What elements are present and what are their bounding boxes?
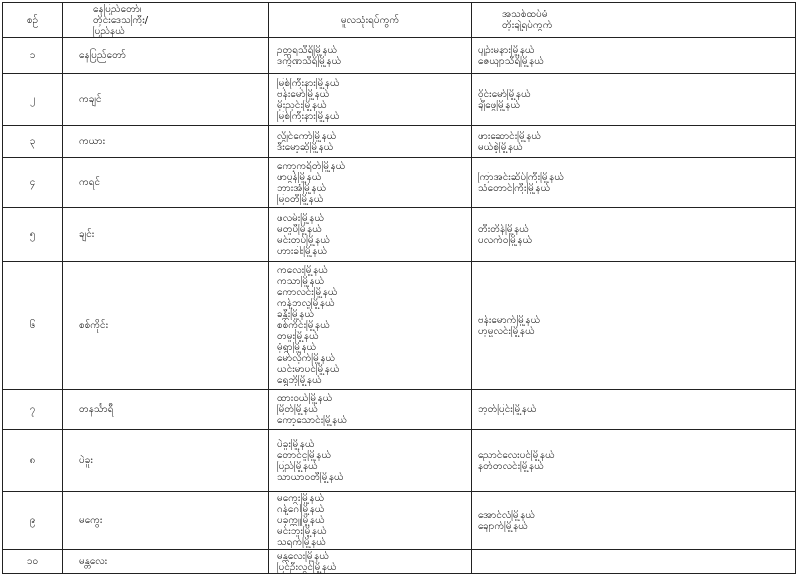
township-name: တောင်ငူမြို့နယ် [277,449,332,461]
row-number: ၉ [3,492,63,550]
state-name: မန္တလေး [63,550,269,574]
township-name: ကန့်ဘလူမြို့နယ် [277,298,335,309]
extensions-cell [472,430,796,492]
township-name: ဂန့်ဂေါမြို့နယ် [277,504,325,515]
row-number: ၁၀ [3,550,63,574]
township-name: သာယာဝတီမြို့နယ် [277,471,344,483]
table-row [3,74,796,126]
township-name: ကောလင်းမြို့နယ် [277,287,338,298]
extensions-cell [472,208,796,262]
state-name: မကွေး [63,492,269,550]
table-row [3,430,796,492]
townships-cell [269,430,472,492]
state-name: ပဲခူး [63,430,269,492]
state-name: နေပြည်တော် [63,38,269,74]
row-number: ၂ [3,74,63,126]
township-name: ဥတ္တရသီရိမြို့နယ် [277,44,338,56]
header-extensions: အသစ်ထပ်မံ တိုးချဲ့ရပ်ကွက် [472,3,796,38]
table-row [3,550,796,574]
extension-name: ပလက်ဝမြို့နယ် [478,234,533,246]
state-name: ကရင် [63,158,269,208]
township-name: ဖာပွန်မြို့နယ် [277,171,322,183]
table-row [3,390,796,430]
township-name: ပခုက္ကူမြို့နယ် [277,515,325,526]
table-row [3,262,796,390]
township-name: ဗန်းမော်မြို့နယ် [277,88,330,100]
state-name: ကယား [63,126,269,158]
extension-name: ကြာအင်းဆိပ်ကြီးမြို့နယ် [478,171,565,183]
extension-name: မယ်စဲ့မြို့နယ် [478,141,523,153]
townships-cell [269,492,472,550]
township-table-document [2,2,795,573]
township-name: ပြည်မြို့နယ် [277,460,318,472]
row-number: ၄ [3,158,63,208]
township-name: မင်းဘူးမြို့နယ် [277,526,327,537]
extension-name: ပျဉ်းမနားမြို့နယ် [478,44,535,56]
township-name: မော်လိုက်မြို့နယ် [277,353,336,364]
township-name: ခန္တီးမြို့နယ် [277,309,315,320]
extension-name: ဖားဆောင်းမြို့နယ် [478,130,542,142]
townships-cell [269,550,472,574]
extension-name: အောင်လံမြို့နယ် [478,509,536,521]
row-number: ၁ [3,38,63,74]
header-townships: မူလသုံးရပ်ကွက် [269,3,472,38]
township-name: လွိုင်ကော်မြို့နယ် [277,130,337,142]
township-table [2,2,796,574]
township-name: ကသာမြို့နယ် [277,276,325,287]
township-name: ကလေးမြို့နယ် [277,265,328,276]
township-name: မြိတ်မြို့နယ် [277,404,318,415]
township-name: မြစ်ကြီးနားမြို့နယ် [277,77,340,89]
table-row [3,38,796,74]
header-state: နေပြည်တော်၊ တိုင်းဒေသကြီး/ ပြည်နယ် [63,3,269,38]
extension-name: ဗန်းမောက်မြို့နယ် [478,314,541,326]
townships-cell [269,390,472,430]
township-name: ရွှေဘိုမြို့နယ် [277,375,322,386]
state-name: စစ်ကိုင်း [63,262,269,390]
state-name: တနင်္သာရီ [63,390,269,430]
extension-name: ဝိုင်းမော်မြို့နယ် [478,88,531,100]
row-number: ၇ [3,390,63,430]
extensions-cell [472,492,796,550]
township-name: ဟားခါးမြို့နယ် [277,245,328,257]
township-name: မင်းတပ်မြို့နယ် [277,234,331,246]
extension-name: ချီဖွေမြို့နယ် [478,99,521,111]
extension-name: သံတောင်ကြီးမြို့နယ် [478,182,551,194]
townships-cell [269,208,472,262]
extension-name: ညောင်လေးပင်မြို့နယ် [478,449,555,461]
row-number: ၃ [3,126,63,158]
township-name: ဘားအံမြို့နယ် [277,182,327,194]
extensions-cell [472,550,796,574]
township-name: မိုးညှင်းမြို့နယ် [277,99,327,111]
township-name: ဒီးမော့ဆိုမြို့နယ် [277,141,334,153]
township-name: ပြင်ဦးလွင်မြို့နယ် [277,561,337,573]
township-name: မန္တလေးမြို့နယ် [277,550,330,562]
township-name: သရက်မြို့နယ် [277,537,327,548]
township-name: မြဝတီမြို့နယ် [277,193,324,205]
township-name: တမူးမြို့နယ် [277,331,319,342]
table-body [3,38,796,574]
townships-cell [269,126,472,158]
extension-name: တီးတိန်မြို့နယ် [478,223,530,235]
table-row [3,126,796,158]
extension-name: ချောက်မြို့နယ် [478,520,528,532]
row-number: ၈ [3,430,63,492]
townships-cell [269,262,472,390]
extensions-cell [472,158,796,208]
township-name: ဖလမ်းမြို့နယ် [277,212,325,224]
extensions-cell [472,390,796,430]
table-row [3,208,796,262]
header-no: စဉ် [3,3,63,38]
header-row [3,3,796,38]
townships-cell [269,158,472,208]
extension-name: ဇေယျာသီရိမြို့နယ် [478,55,545,67]
extensions-cell [472,126,796,158]
extension-name: နတ်တလင်းမြို့နယ် [478,460,544,472]
extensions-cell [472,38,796,74]
extension-name: ဟုမ္မလင်းမြို့နယ် [478,325,535,337]
township-name: ယင်းမာပင်မြို့နယ် [277,364,340,375]
township-name: ဒက္ခိဏသီရိမြို့နယ် [277,55,342,67]
extensions-cell [472,262,796,390]
table-row [3,158,796,208]
state-name: ကချင် [63,74,269,126]
state-name: ချင်း [63,208,269,262]
township-name: မုံရွာမြို့နယ် [277,342,317,353]
township-name: ပဲခူးမြို့နယ် [277,438,315,450]
extension-name: ဘုတ်ပြင်းမြို့နယ် [478,404,537,415]
extensions-cell [472,74,796,126]
township-name: မတူပီမြို့နယ် [277,223,322,235]
township-name: မကွေးမြို့နယ် [277,493,325,504]
township-name: ကော့ကရိတ်မြို့နယ် [277,160,346,172]
row-number: ၅ [3,208,63,262]
township-name: ကော့သောင်းမြို့နယ် [277,415,348,426]
township-name: ထားဝယ်မြို့နယ် [277,393,333,404]
township-name: မြစ်ကြီးနားမြို့နယ် [277,110,340,122]
township-name: စစ်ကိုင်းမြို့နယ် [277,320,330,331]
townships-cell [269,74,472,126]
row-number: ၆ [3,262,63,390]
table-row [3,492,796,550]
townships-cell [269,38,472,74]
